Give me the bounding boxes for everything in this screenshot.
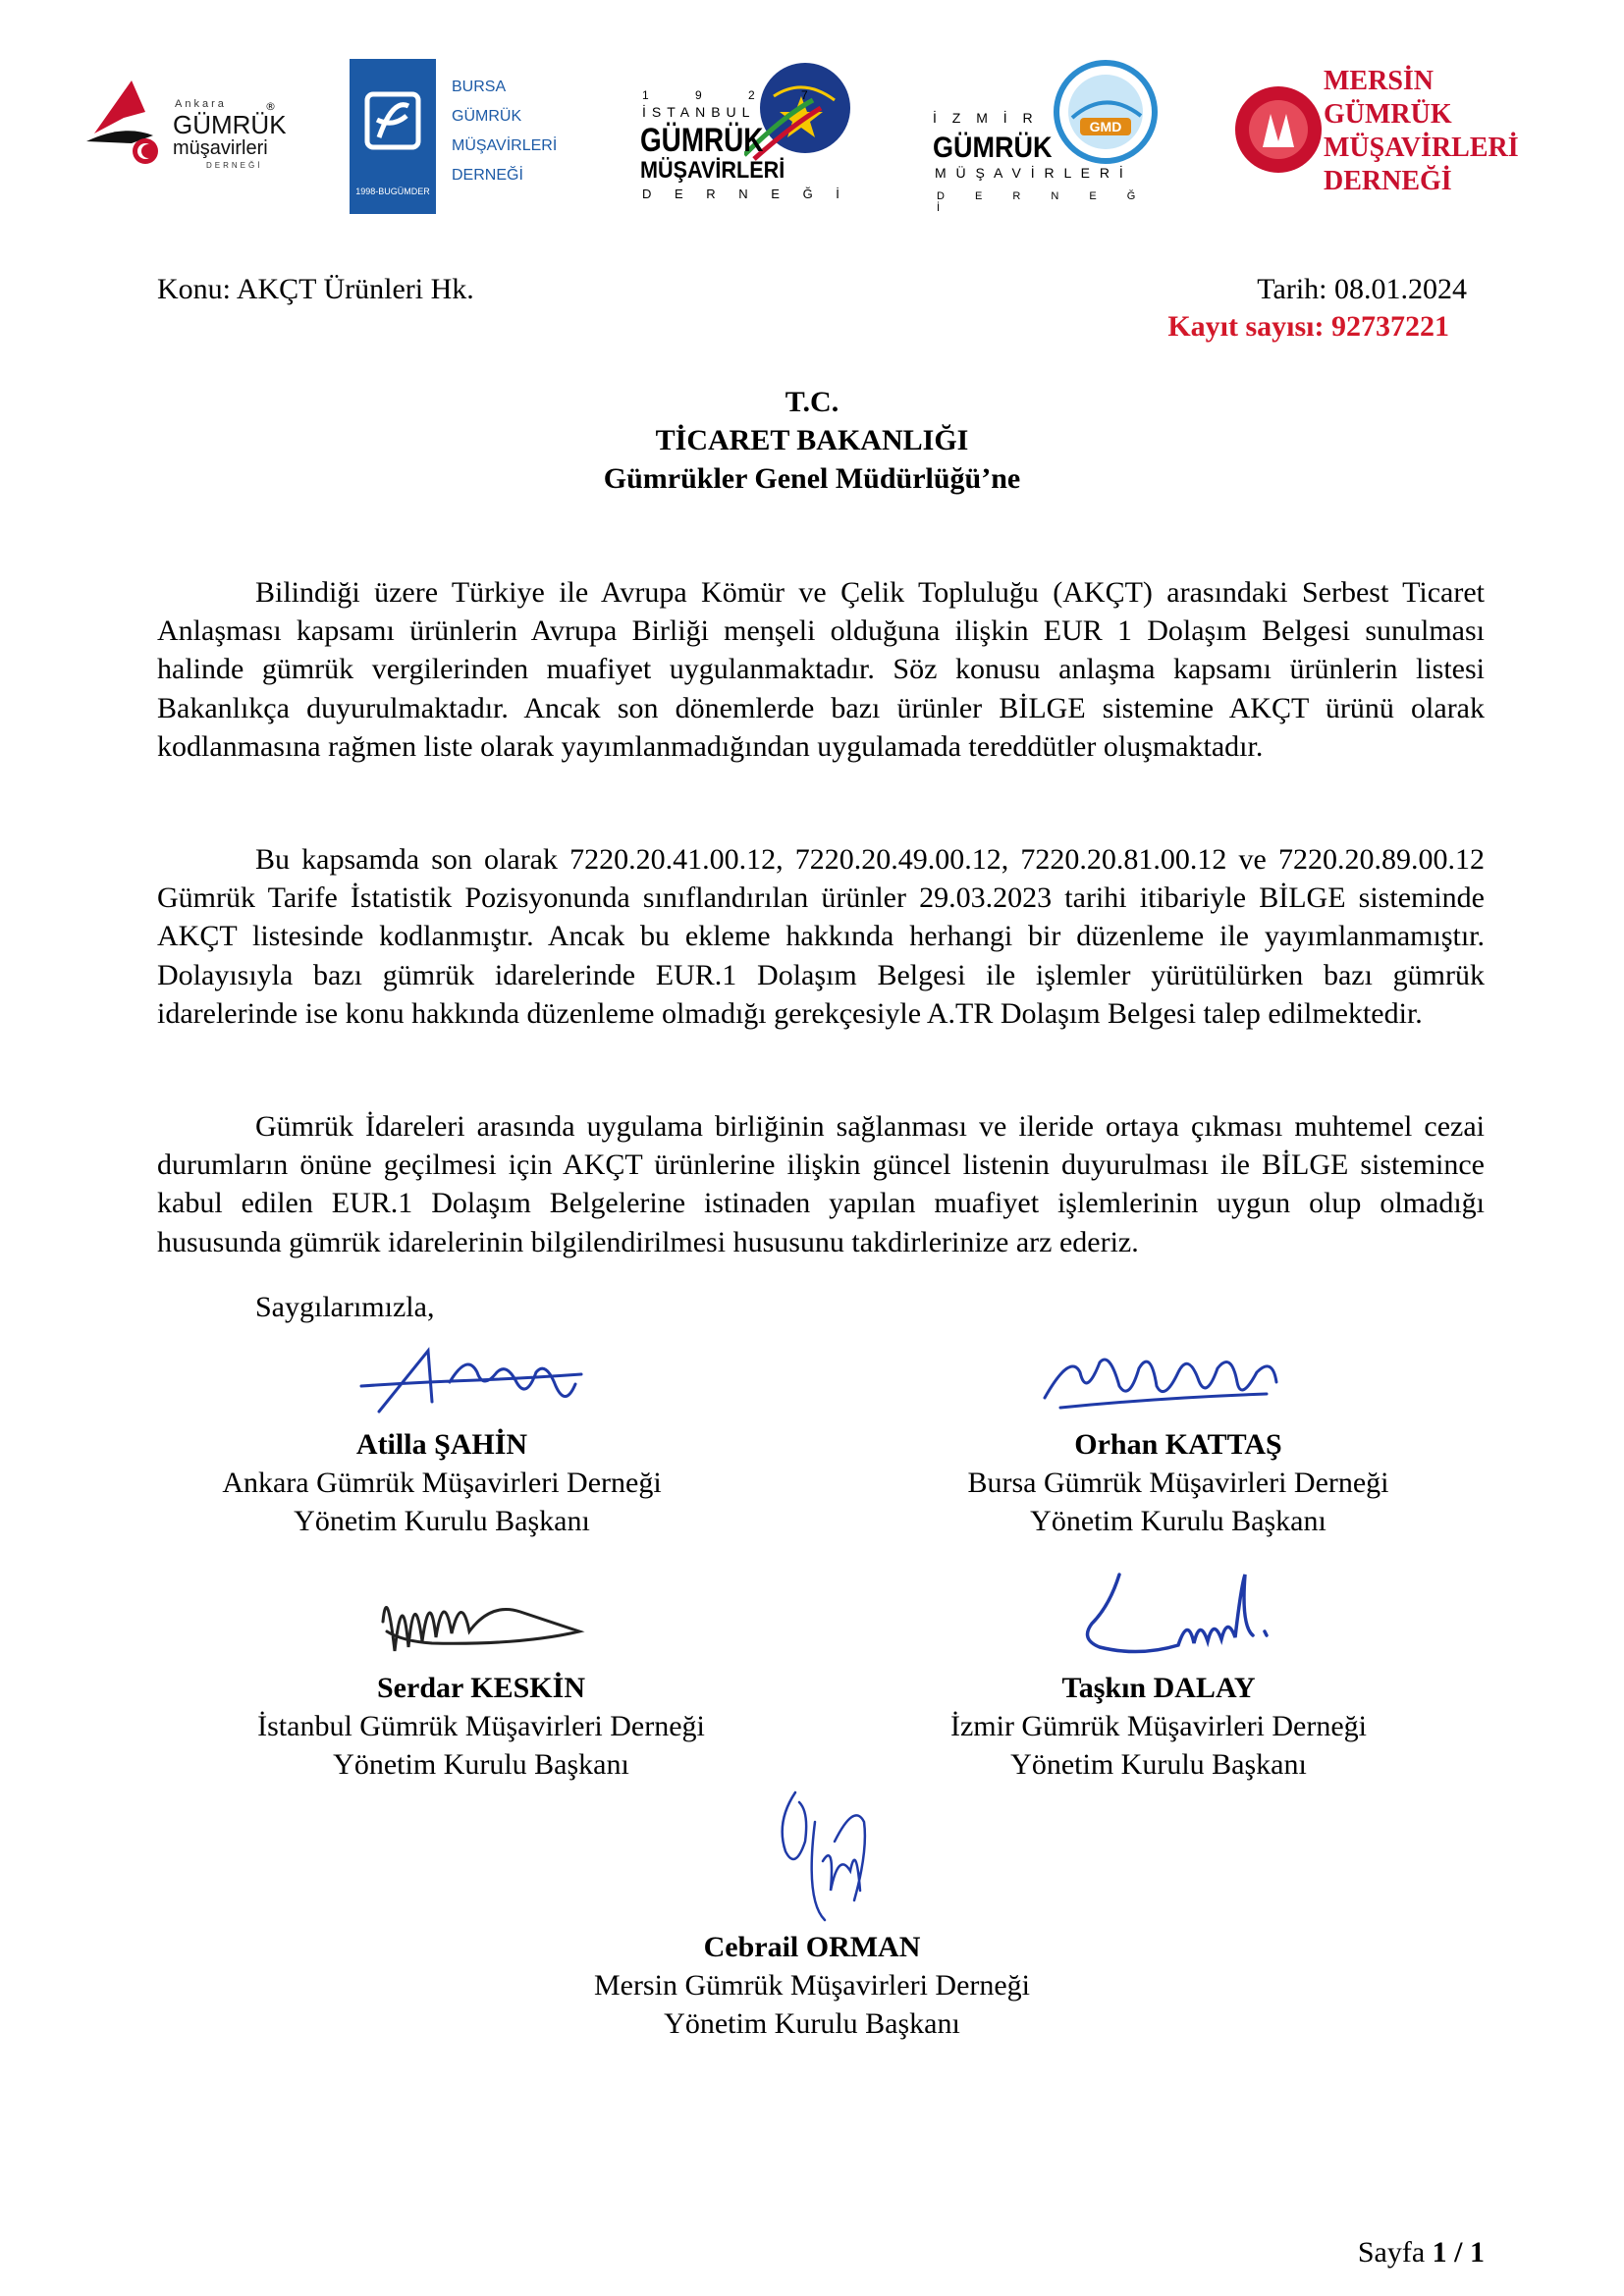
signatory-name: Taşkın DALAY (1061, 1672, 1256, 1704)
bursa-logo-line4: DERNEĞİ (452, 167, 523, 184)
bursa-association-logo (350, 59, 558, 214)
bursa-logo-panel (350, 59, 436, 214)
istanbul-logo-line3: D E R N E Ğ İ (642, 187, 849, 201)
addressee-line-1: T.C. (785, 386, 839, 418)
signatory-3 (196, 1669, 766, 1784)
signatory-organization: İstanbul Gümrük Müşavirleri Derneği (257, 1710, 705, 1742)
addressee-line-2: TİCARET BAKANLIĞI (655, 424, 969, 456)
signatory-title: Yönetim Kurulu Başkanı (1030, 1505, 1326, 1537)
signature-cebrail-orman (766, 1783, 903, 1930)
letter-date: Tarih: 08.01.2024 (1257, 273, 1467, 305)
signatory-2 (903, 1425, 1453, 1540)
signatory-1 (157, 1425, 727, 1540)
signatory-name: Serdar KESKİN (377, 1672, 585, 1704)
mersin-logo-line1: MERSİN (1324, 66, 1435, 96)
signatory-organization: İzmir Gümrük Müşavirleri Derneği (949, 1710, 1368, 1742)
signatory-title: Yönetim Kurulu Başkanı (1010, 1748, 1307, 1781)
signature-serdar-keskin (373, 1563, 589, 1661)
page-number (1358, 2236, 1485, 2269)
ankara-association-logo (84, 73, 287, 171)
izmir-logo-line1: GÜMRÜK (933, 132, 1053, 164)
istanbul-logo-year: 1 9 2 7 (642, 88, 830, 102)
ankara-logo-line2: GÜMRÜK (173, 110, 287, 139)
ankara-logo-city: Ankara (175, 98, 227, 110)
addressee-block (0, 383, 1624, 498)
svg-text:GMD: GMD (1089, 119, 1122, 134)
bursa-logo-line2: GÜMRÜK (452, 108, 522, 125)
izmir-association-logo (933, 59, 1159, 216)
izmir-logo-city: İ Z M İ R (933, 110, 1039, 126)
signature-taskin-dalay (1080, 1567, 1276, 1665)
svg-text:®: ® (265, 100, 276, 113)
signatory-organization: Bursa Gümrük Müşavirleri Derneği (967, 1467, 1389, 1499)
signatory-name: Orhan KATTAŞ (1074, 1428, 1282, 1461)
signature-orhan-kattas (1041, 1343, 1286, 1417)
signatory-name: Cebrail ORMAN (703, 1931, 921, 1963)
signatory-title: Yönetim Kurulu Başkanı (333, 1748, 629, 1781)
signatory-5 (517, 1928, 1107, 2043)
body-paragraph-2: Bu kapsamda son olarak 7220.20.41.00.12, 7220.20.49.00.12, 7220.20.81.00.12 ve 7220.20.89.00.12 Gümrük Tarife İstatistik Pozisyonunda sınıflandırılan ürünler 29.03.2023 tarihi itibariyle BİLGE sisteminde AKÇT listesinde kodlanmıştır. Ancak bu ekleme hakkında herhangi bir düzenleme ile yayımlanmamıştır. Dolayısıyla bazı gümrük idarelerinde EUR.1 Dolaşım Belgesi ile işlemler yürütülürken bazı gümrük idarelerinde ise konu hakkında düzenleme olmadığı gerekçesiyle A.TR Dolaşım Belgesi talep edilmektedir. (157, 843, 1485, 1030)
signatory-4 (903, 1669, 1414, 1784)
page-label: Sayfa (1357, 2236, 1426, 2269)
mersin-association-logo (1233, 59, 1519, 216)
istanbul-logo-city: İSTANBUL (642, 104, 756, 120)
mersin-seal-icon (1233, 59, 1324, 206)
signatory-organization: Ankara Gümrük Müşavirleri Derneği (222, 1467, 662, 1499)
bursa-logo-badge: 1998-BUGÜMDER (355, 187, 430, 196)
page-count: 1 / 1 (1432, 2236, 1485, 2269)
izmir-logo-line3: D E R N E Ğ İ (937, 190, 1150, 214)
addressee-line-3: Gümrükler Genel Müdürlüğü’ne (603, 462, 1021, 495)
bursa-logo-line3: MÜŞAVİRLERİ (452, 137, 558, 154)
istanbul-logo-line1: GÜMRÜK (640, 122, 764, 159)
signatory-title: Yönetim Kurulu Başkanı (294, 1505, 590, 1537)
mersin-logo-line4: DERNEĞİ (1324, 166, 1452, 196)
mersin-logo-line3: MÜŞAVİRLERİ (1324, 133, 1519, 163)
closing-salutation: Saygılarımızla, (255, 1291, 435, 1323)
istanbul-logo-line2: MÜŞAVİRLERİ (640, 157, 785, 184)
body-paragraph-1: Bilindiği üzere Türkiye ile Avrupa Kömür ve Çelik Topluluğu (AKÇT) arasındaki Serbest Ticaret Anlaşması kapsamı ürünlerin Avrupa Birliği menşeli olduğuna ilişkin EUR 1 Dolaşım Belgesi sunulması halinde gümrük vergilerinden muafiyet uygulanmaktadır. Söz konusu anlaşma kapsamı ürünlerin listesi Bakanlıkça duyurulmaktadır. Ancak son dönemlerde bazı ürünler BİLGE sistemine AKÇT ürünü olarak kodlanmasına rağmen liste olarak yayımlanmadığından uygulamada tereddütler oluşmaktadır. (157, 576, 1485, 763)
letter-subject: Konu: AKÇT Ürünleri Hk. (157, 273, 474, 305)
bursa-emblem-icon (350, 59, 436, 187)
signature-atilla-sahin (359, 1343, 585, 1417)
istanbul-association-logo (638, 57, 864, 214)
body-paragraph-3: Gümrük İdareleri arasında uygulama birliğinin sağlanması ve ileride ortaya çıkması muhtemel cezai durumların önüne geçilmesi için AKÇT ürünlerine ilişkin güncel listenin duyurulması ile BİLGE sistemince kabul edilen EUR.1 Dolaşım Belgelerine istinaden yapılan muafiyet işlemlerinin uygun olup olmadığı hususunda gümrük idarelerinin bilgilendirilmesi hususunu takdirlerinize arz ederiz. (157, 1110, 1485, 1258)
registry-number: Kayıt sayısı: 92737221 (1167, 310, 1449, 343)
ankara-logo-line3: müşavirleri (173, 137, 268, 159)
signatory-organization: Mersin Gümrük Müşavirleri Derneği (593, 1969, 1031, 2002)
mersin-logo-line2: GÜMRÜK (1324, 99, 1452, 130)
ankara-logo-line4: DERNEĞİ (206, 161, 263, 170)
signatory-title: Yönetim Kurulu Başkanı (664, 2007, 960, 2040)
izmir-logo-line2: M Ü Ş A V İ R L E R İ (935, 165, 1126, 181)
bursa-logo-line1: BURSA (452, 79, 507, 95)
izmir-globe-icon (1053, 59, 1159, 165)
signatory-name: Atilla ŞAHİN (355, 1428, 528, 1461)
